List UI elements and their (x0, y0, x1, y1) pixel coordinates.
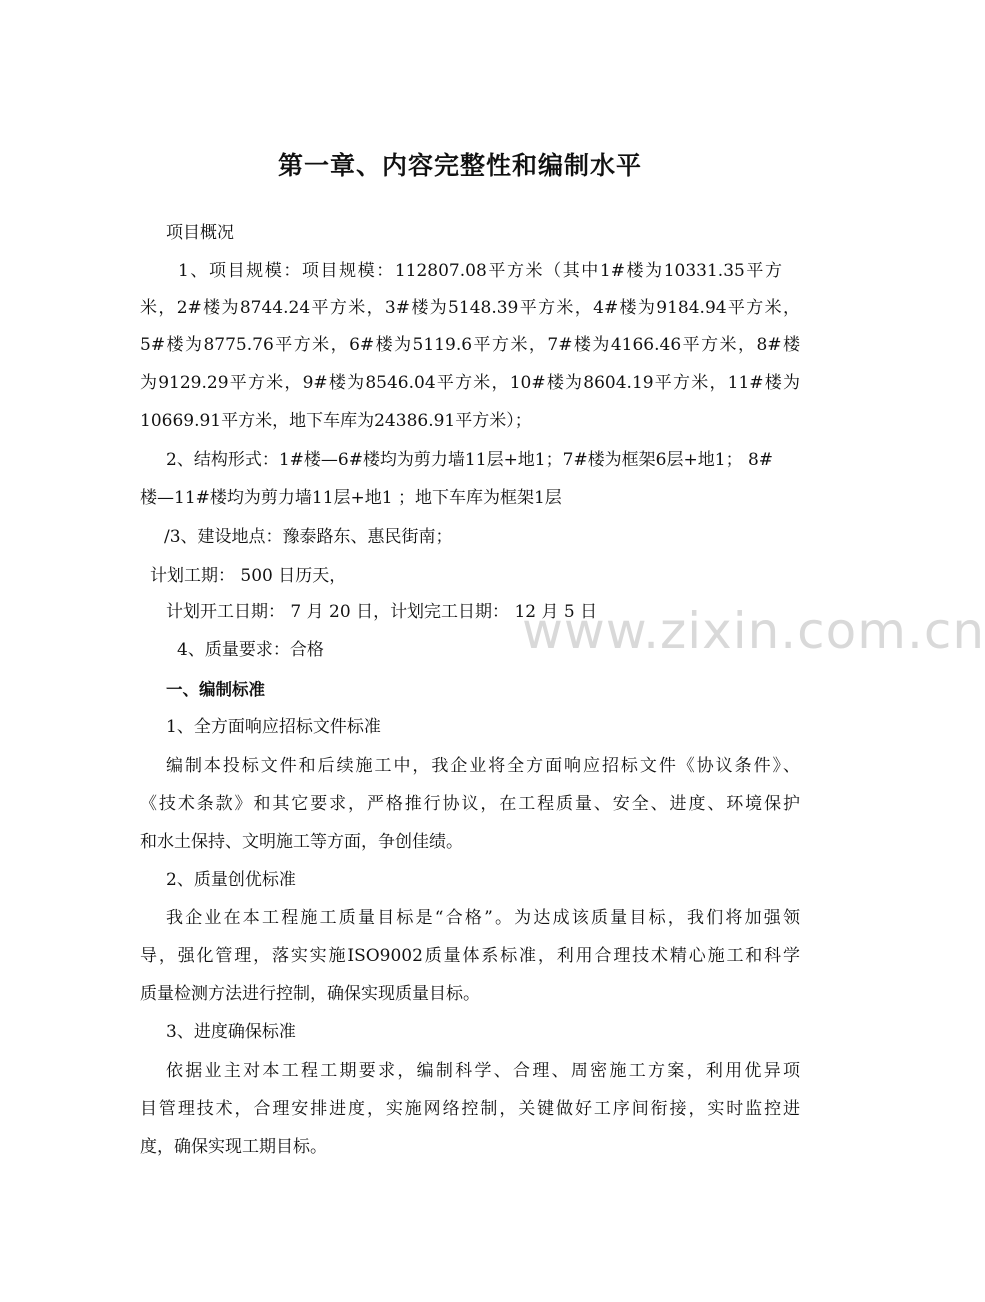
paragraph-line: 4、质量要求：合格 (177, 640, 324, 660)
paragraph-line: 为9129.29平方米，9#楼为8546.04平方米，10#楼为8604.19平方米，11#楼为 (140, 373, 800, 393)
paragraph-line: 编制本投标文件和后续施工中，我企业将全方面响应招标文件《协议条件》、 (166, 756, 800, 776)
section-heading: 一、编制标准 (166, 680, 265, 699)
paragraph-line: 我企业在本工程施工质量目标是“合格”。为达成该质量目标，我们将加强领 (166, 908, 800, 928)
paragraph-line: 2、结构形式：1#楼—6#楼均为剪力墙11层+地1；7#楼为框架6层+地1； 8# (166, 450, 774, 470)
paragraph-line: /3、建设地点：豫泰路东、惠民街南； (164, 527, 453, 547)
paragraph-line: 计划工期： 500 日历天， (150, 566, 347, 586)
watermark: www.zixin.com.cn (522, 602, 985, 660)
paragraph-line: 度，确保实现工期目标。 (140, 1137, 327, 1157)
project-overview-heading: 项目概况 (166, 223, 234, 243)
paragraph-line: 楼—11#楼均为剪力墙11层+地1 ；地下车库为框架1层 (140, 488, 562, 508)
paragraph-line: 目管理技术，合理安排进度，实施网络控制，关键做好工序间衔接，实时监控进 (140, 1099, 800, 1119)
paragraph-line: 质量检测方法进行控制，确保实现质量目标。 (140, 984, 480, 1004)
subsection-heading: 1、全方面响应招标文件标准 (166, 717, 381, 737)
paragraph-line: 《技术条款》和其它要求，严格推行协议，在工程质量、安全、进度、环境保护 (140, 794, 800, 814)
paragraph-line: 导，强化管理，落实实施ISO9002质量体系标准，利用合理技术精心施工和科学 (140, 946, 800, 966)
paragraph-line: 1、项目规模：项目规模：112807.08平方米（其中1#楼为10331.35平方 (178, 261, 782, 281)
paragraph-line: 和水土保持、文明施工等方面，争创佳绩。 (140, 832, 463, 852)
paragraph-line: 米，2#楼为8744.24平方米，3#楼为5148.39平方米，4#楼为9184.94平方米， (140, 298, 800, 318)
paragraph-line: 5#楼为8775.76平方米，6#楼为5119.6平方米，7#楼为4166.46平方米，8#楼 (140, 335, 800, 355)
chapter-title: 第一章、内容完整性和编制水平 (277, 151, 642, 180)
subsection-heading: 2、质量创优标准 (166, 870, 296, 890)
paragraph-line: 10669.91平方米，地下车库为24386.91平方米）； (140, 411, 532, 431)
subsection-heading: 3、进度确保标准 (166, 1022, 296, 1042)
paragraph-line: 计划开工日期： 7 月 20 日，计划完工日期： 12 月 5 日 (166, 602, 598, 622)
paragraph-line: 依据业主对本工程工期要求，编制科学、合理、周密施工方案，利用优异项 (166, 1061, 800, 1081)
